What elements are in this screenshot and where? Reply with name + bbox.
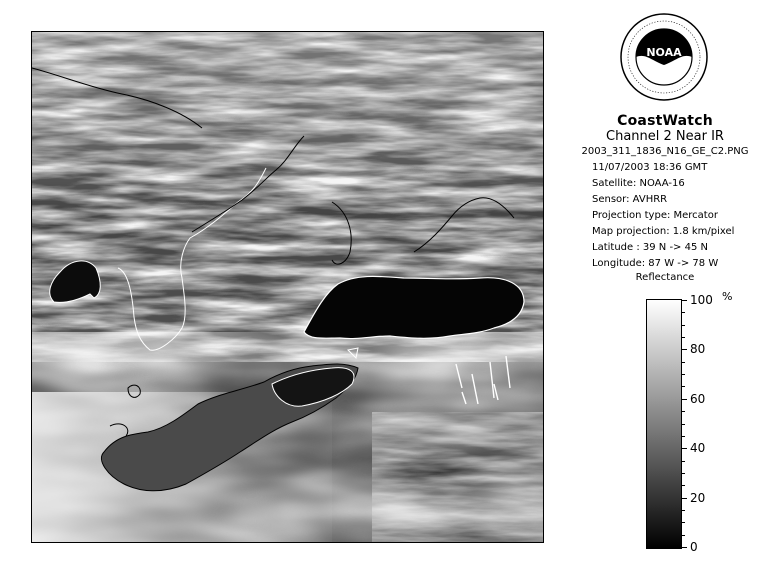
- colorbar-minor-tick: [681, 362, 685, 363]
- colorbar-tick-label: 80: [690, 342, 706, 356]
- lake-ontario: [304, 276, 524, 338]
- colorbar-minor-tick: [681, 510, 685, 511]
- satellite-image-svg: [32, 32, 543, 542]
- colorbar-tick: [681, 547, 687, 548]
- colorbar-minor-tick: [681, 312, 685, 313]
- colorbar-tick-label: 60: [690, 392, 706, 406]
- channel-label: Channel 2 Near IR: [606, 129, 724, 144]
- colorbar-tick-label: 0: [690, 540, 698, 554]
- latitude-label: Latitude : 39 N -> 45 N: [592, 242, 708, 253]
- reflectance-colorbar: [646, 299, 682, 549]
- legend-title: Reflectance: [635, 272, 695, 283]
- colorbar-minor-tick: [681, 535, 685, 536]
- noaa-logo-icon: [620, 13, 708, 101]
- colorbar-minor-tick: [681, 325, 685, 326]
- colorbar-tick: [681, 300, 687, 301]
- colorbar-tick: [681, 498, 687, 499]
- colorbar-minor-tick: [681, 485, 685, 486]
- map-projection-label: Map projection: 1.8 km/pixel: [592, 226, 735, 237]
- colorbar-minor-tick: [681, 374, 685, 375]
- app-title: CoastWatch: [617, 113, 713, 129]
- colorbar-minor-tick: [681, 411, 685, 412]
- colorbar-minor-tick: [681, 522, 685, 523]
- colorbar-tick-label: 40: [690, 441, 706, 455]
- satellite-label: Satellite: NOAA-16: [592, 178, 685, 189]
- colorbar-tick: [681, 349, 687, 350]
- colorbar-tick: [681, 399, 687, 400]
- satellite-image: [31, 31, 544, 543]
- colorbar-minor-tick: [681, 436, 685, 437]
- colorbar-minor-tick: [681, 424, 685, 425]
- colorbar-tick-label: 20: [690, 491, 706, 505]
- colorbar-tick: [681, 448, 687, 449]
- filename-label: 2003_311_1836_N16_GE_C2.PNG: [581, 146, 749, 157]
- colorbar-minor-tick: [681, 386, 685, 387]
- legend-unit: %: [722, 290, 733, 303]
- sensor-label: Sensor: AVHRR: [592, 194, 668, 205]
- logo-text: NOAA: [646, 46, 682, 59]
- colorbar-minor-tick: [681, 461, 685, 462]
- colorbar-tick-label: 100: [690, 293, 713, 307]
- colorbar-minor-tick: [681, 473, 685, 474]
- projection-type-label: Projection type: Mercator: [592, 210, 718, 221]
- colorbar-minor-tick: [681, 337, 685, 338]
- datetime-label: 11/07/2003 18:36 GMT: [592, 162, 708, 173]
- longitude-label: Longitude: 87 W -> 78 W: [592, 258, 719, 269]
